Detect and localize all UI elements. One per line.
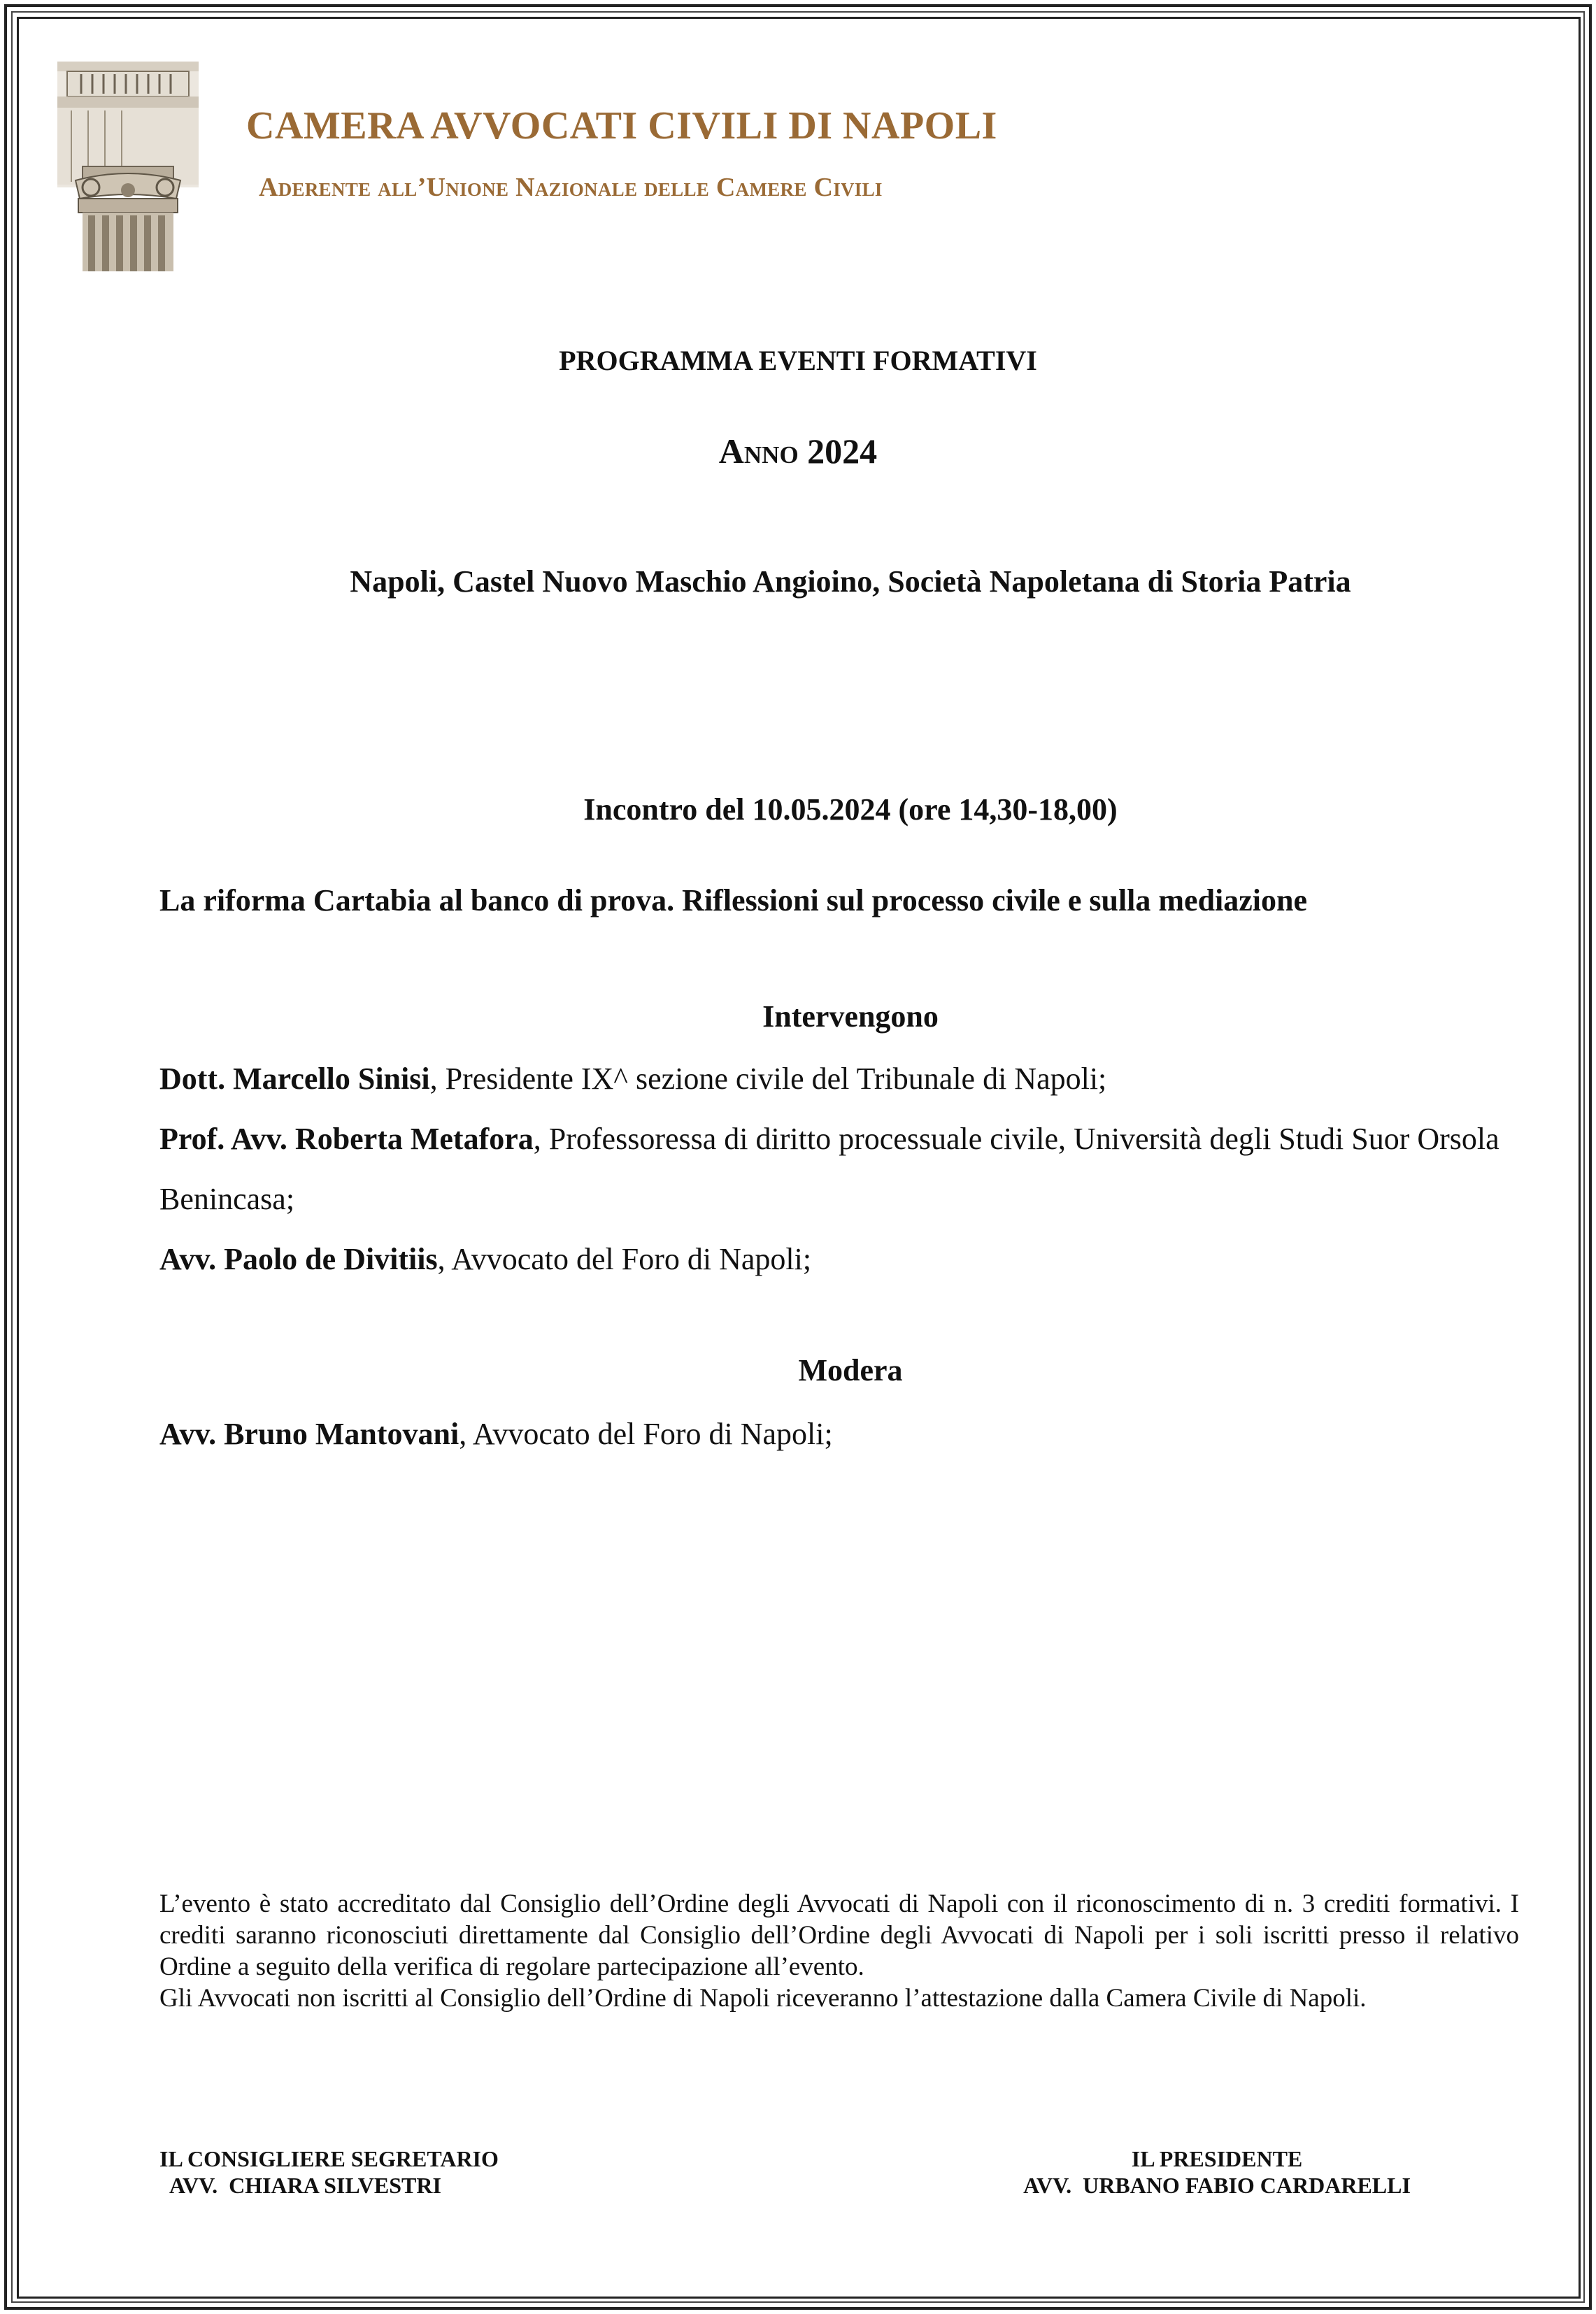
- event-title: La riforma Cartabia al banco di prova. Riflessioni sul processo civile e sulla mediazione: [159, 883, 1308, 917]
- accreditation-paragraph: L’evento è stato accreditato dal Consiglio dell’Ordine degli Avvocati di Napoli con il riconoscimento di n. 3 crediti formativi. I crediti saranno riconosciuti direttamente dal Consiglio dell’Ordine degli Avvocati di Napoli per i soli iscritti presso il relativo Ordine a seguito della verifica di regolare partecipazione all’evento.: [159, 1890, 1519, 1981]
- organization-subtitle: Aderente all’Unione Nazionale delle Camere Civili: [259, 173, 883, 202]
- accreditation-paragraph: Gli Avvocati non iscritti al Consiglio dell’Ordine di Napoli riceveranno l’attestazione dalla Camera Civile di Napoli.: [159, 1984, 1367, 2013]
- meeting-date: Incontro del 10.05.2024 (ore 14,30-18,00): [583, 792, 1118, 827]
- moderator-name: Avv. Bruno Mantovani: [159, 1417, 459, 1451]
- accreditation-note: [159, 1888, 1519, 2014]
- speaker-name: Avv. Paolo de Divitiis: [159, 1242, 438, 1276]
- speaker-role: , Presidente IX^ sezione civile del Tribunale di Napoli;: [429, 1062, 1107, 1096]
- organization-name: CAMERA AVVOCATI CIVILI DI NAPOLI: [246, 104, 997, 148]
- signature-name: AVV. CHIARA SILVESTRI: [169, 2173, 441, 2198]
- speaker-role: , Professoressa di diritto processuale civile, Università degli Studi Suor Orsola Benincasa;: [159, 1122, 1499, 1216]
- programme-year: Anno 2024: [718, 431, 878, 471]
- event-venue: Napoli, Castel Nuovo Maschio Angioino, Società Napoletana di Storia Patria: [350, 564, 1351, 599]
- signature-president: [993, 2145, 1441, 2199]
- speaker-entry: [159, 1229, 1523, 1290]
- moderator-heading: Modera: [798, 1353, 903, 1387]
- signature-secretary: [159, 2145, 499, 2199]
- signature-role: IL PRESIDENTE: [1131, 2146, 1303, 2171]
- signature-role: IL CONSIGLIERE SEGRETARIO: [159, 2146, 499, 2171]
- speaker-role: , Avvocato del Foro di Napoli;: [437, 1242, 812, 1276]
- moderator-entry: [159, 1404, 1523, 1464]
- signature-name: AVV. URBANO FABIO CARDARELLI: [1023, 2173, 1411, 2198]
- speakers-heading: Intervengono: [762, 999, 939, 1034]
- speaker-entry: [159, 1109, 1523, 1229]
- speaker-name: Dott. Marcello Sinisi: [159, 1062, 430, 1096]
- column-capital-logo: [57, 62, 199, 271]
- programme-title: PROGRAMMA EVENTI FORMATIVI: [559, 345, 1037, 376]
- moderator-role: , Avvocato del Foro di Napoli;: [459, 1417, 833, 1451]
- speaker-entry: [159, 1049, 1523, 1109]
- speaker-name: Prof. Avv. Roberta Metafora: [159, 1122, 534, 1156]
